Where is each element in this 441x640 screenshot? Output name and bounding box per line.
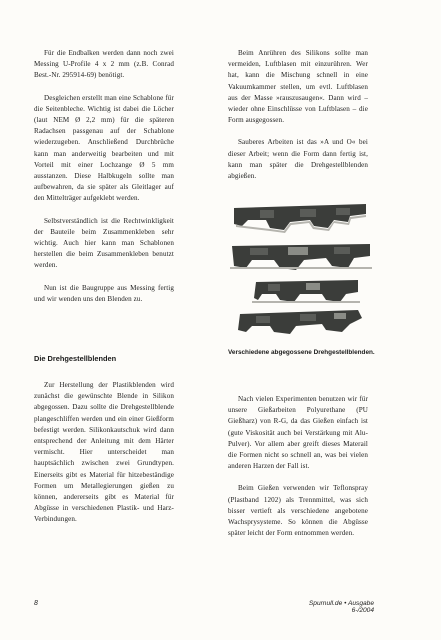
figure-caption: Verschiedene abgegossene Drehgestellblenden. xyxy=(228,349,375,356)
page-number: 8 xyxy=(34,600,38,607)
paragraph: Nach vielen Experimenten benutzen wir für unsere Gießarbeiten Polyurethane (PU Gießharz) von R-G, da das Gießen einfach ist (gute Viskosität auch bei Verstärkung mit Alu-Pulver). Vor allem aber greift dieses Materail die Formen nicht so schnell an, was bei vielen anderen Harzen der Fall ist. xyxy=(228,395,368,471)
paragraph: Für die Endbalken werden dann noch zwei Messing U-Profile 4 x 2 mm (z.B. Conrad Best.-Nr. 295914-69) benötigt. xyxy=(34,49,174,80)
left-column-bottom xyxy=(34,380,174,526)
paragraph: Beim Anrühren des Silikons sollte man vermeiden, Luftblasen mit einzurühren. Wer hat, kann die Mischung schnell in eine Vakuumkammer stellen, um evtl. Luftblasen aus der Masse »rauszusaugen«. Dann wird – wieder ohne Einschlüsse von Luftblasen – die Form ausgegossen. xyxy=(228,49,368,125)
publication-footer: Spurnull.de • Ausgabe 6-/2004 xyxy=(308,600,374,614)
left-column-top xyxy=(34,48,174,305)
paragraph: Desgleichen erstellt man eine Schablone für die Seitenbleche. Wichtig ist dabei die Löcher (laut NEM Ø 2,2 mm) für die späteren Radachsen passgenau auf der Schablone wiederzugeben. Anschließend Durchbrüche kann man anderweitig bearbeiten und mit Vorteil mit einer Lochzange Ø 5 mm ausstanzen. Diese Halbkugeln sollte man aufbewahren, da sie später als Gleitlager auf den Mittelträger aufgeklebt werden. xyxy=(34,93,174,203)
paragraph: Selbstverständlich ist die Rechtwinkligkeit der Bauteile beim Zusammenkleben sehr wichtig. Auch hier kann man Schablonen herstellen die beim Zusammenkleben benutzt werden. xyxy=(34,216,174,270)
right-column-bottom xyxy=(228,394,368,539)
bogie-sideframes-photo xyxy=(230,198,372,338)
paragraph: Beim Gießen verwenden wir Teflonspray (Plastband 1202) als Trennmittel, was sich bisser vertieft als verschiedene angebotene Wachsprysysteme. So können die Abgüsse später leicht der Form entnommen werden. xyxy=(228,484,368,538)
section-heading: Die Drehgestellblenden xyxy=(34,354,117,363)
right-column-top xyxy=(228,48,368,182)
paragraph: Sauberes Arbeiten ist das »A und O« bei dieser Arbeit; wenn die Form dann fertig ist, kann man später die Drehgestellblenden abgießen. xyxy=(228,138,368,181)
paragraph: Zur Herstellung der Plastikblenden wird zunächst die gewünschte Blende in Silikon abgegossen. Dazu sollte die Drehgestellblende plangeschliffen werden und ein einer Gießform befestigt werden. Silikonkautschuk wird dann entsprechend der Anleitung mit dem Härter vermischt. Hier unterscheidet man hauptsächlich zwischen zwei Grundtypen. Einerseits gibt es Material für hitzebeständige Formen um Metallegierungen gießen zu können, andererseits gibt es Material für Abgüsse in verschiedenen Plastik- und Harz-Verbindungen. xyxy=(34,381,174,524)
paragraph: Nun ist die Baugruppe aus Messing fertig und wir wenden uns den Blenden zu. xyxy=(34,283,174,303)
